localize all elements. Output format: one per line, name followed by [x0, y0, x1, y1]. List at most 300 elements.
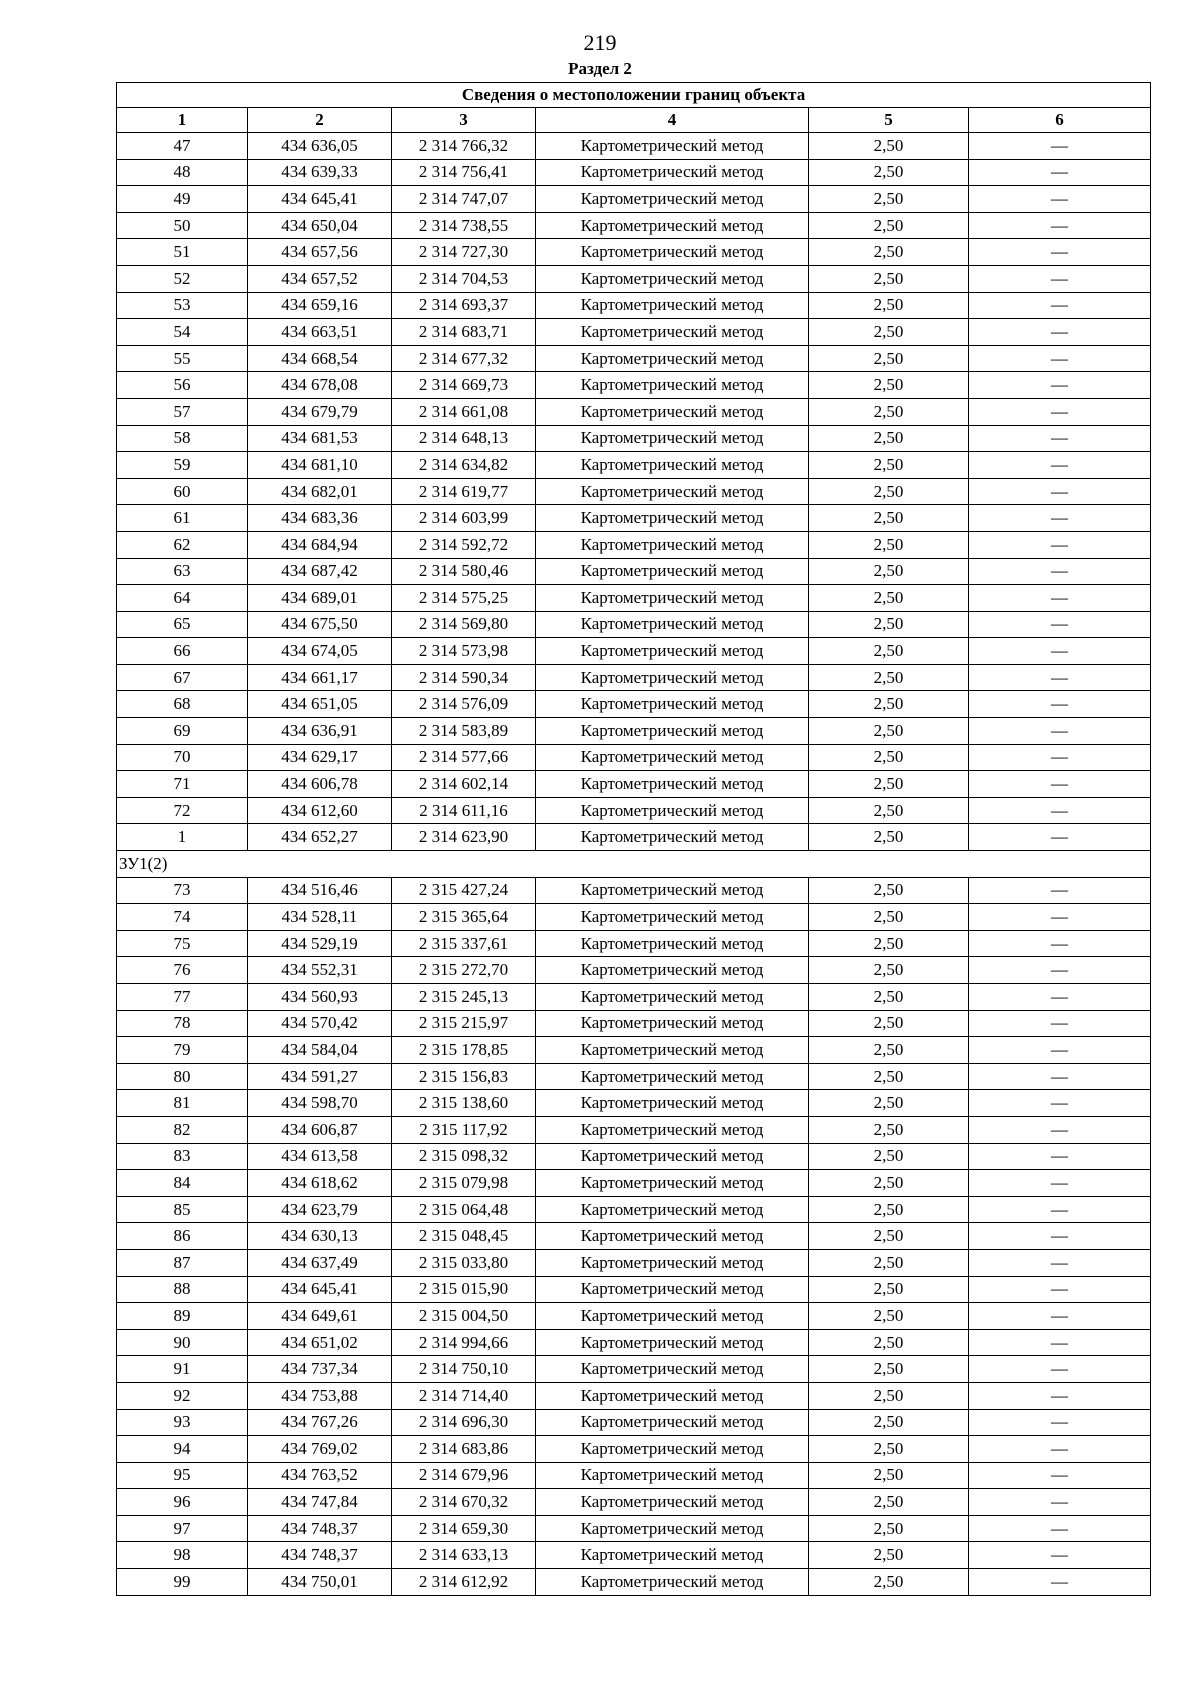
description-cell: — [969, 1382, 1151, 1409]
point-number-cell: 67 [117, 664, 248, 691]
y-coordinate-cell: 2 314 696,30 [392, 1409, 536, 1436]
x-coordinate-cell: 434 651,05 [248, 691, 392, 718]
table-row [117, 1037, 1151, 1064]
method-cell: Картометрический метод [536, 1329, 809, 1356]
method-cell: Картометрический метод [536, 691, 809, 718]
description-cell: — [969, 1356, 1151, 1383]
table-row [117, 957, 1151, 984]
group-header-row [117, 851, 1151, 878]
description-cell: — [969, 1489, 1151, 1516]
method-cell: Картометрический метод [536, 877, 809, 904]
table-row [117, 797, 1151, 824]
method-cell: Картометрический метод [536, 1276, 809, 1303]
accuracy-cell: 2,50 [809, 1170, 969, 1197]
method-cell: Картометрический метод [536, 558, 809, 585]
method-cell: Картометрический метод [536, 1249, 809, 1276]
description-cell: — [969, 425, 1151, 452]
point-number-cell: 50 [117, 212, 248, 239]
method-cell: Картометрический метод [536, 1462, 809, 1489]
table-row [117, 771, 1151, 798]
point-number-cell: 80 [117, 1063, 248, 1090]
method-cell: Картометрический метод [536, 797, 809, 824]
y-coordinate-cell: 2 314 669,73 [392, 372, 536, 399]
method-cell: Картометрический метод [536, 1409, 809, 1436]
method-cell: Картометрический метод [536, 638, 809, 665]
accuracy-cell: 2,50 [809, 1329, 969, 1356]
table-row [117, 1090, 1151, 1117]
point-number-cell: 54 [117, 319, 248, 346]
point-number-cell: 62 [117, 531, 248, 558]
accuracy-cell: 2,50 [809, 505, 969, 532]
accuracy-cell: 2,50 [809, 239, 969, 266]
description-cell: — [969, 1303, 1151, 1330]
accuracy-cell: 2,50 [809, 957, 969, 984]
x-coordinate-cell: 434 678,08 [248, 372, 392, 399]
point-number-cell: 97 [117, 1515, 248, 1542]
y-coordinate-cell: 2 314 612,92 [392, 1569, 536, 1596]
x-coordinate-cell: 434 598,70 [248, 1090, 392, 1117]
method-cell: Картометрический метод [536, 1382, 809, 1409]
point-number-cell: 56 [117, 372, 248, 399]
method-cell: Картометрический метод [536, 1010, 809, 1037]
x-coordinate-cell: 434 748,37 [248, 1542, 392, 1569]
description-cell: — [969, 984, 1151, 1011]
x-coordinate-cell: 434 516,46 [248, 877, 392, 904]
description-cell: — [969, 744, 1151, 771]
point-number-cell: 71 [117, 771, 248, 798]
accuracy-cell: 2,50 [809, 398, 969, 425]
description-cell: — [969, 478, 1151, 505]
x-coordinate-cell: 434 657,52 [248, 265, 392, 292]
accuracy-cell: 2,50 [809, 1569, 969, 1596]
point-number-cell: 89 [117, 1303, 248, 1330]
accuracy-cell: 2,50 [809, 930, 969, 957]
x-coordinate-cell: 434 769,02 [248, 1436, 392, 1463]
description-cell: — [969, 505, 1151, 532]
x-coordinate-cell: 434 679,79 [248, 398, 392, 425]
point-number-cell: 48 [117, 159, 248, 186]
description-cell: — [969, 638, 1151, 665]
method-cell: Картометрический метод [536, 1143, 809, 1170]
point-number-cell: 82 [117, 1116, 248, 1143]
description-cell: — [969, 1170, 1151, 1197]
method-cell: Картометрический метод [536, 1116, 809, 1143]
method-cell: Картометрический метод [536, 1303, 809, 1330]
y-coordinate-cell: 2 315 033,80 [392, 1249, 536, 1276]
y-coordinate-cell: 2 314 747,07 [392, 186, 536, 213]
accuracy-cell: 2,50 [809, 638, 969, 665]
y-coordinate-cell: 2 314 679,96 [392, 1462, 536, 1489]
method-cell: Картометрический метод [536, 984, 809, 1011]
y-coordinate-cell: 2 315 098,32 [392, 1143, 536, 1170]
x-coordinate-cell: 434 591,27 [248, 1063, 392, 1090]
point-number-cell: 95 [117, 1462, 248, 1489]
y-coordinate-cell: 2 314 590,34 [392, 664, 536, 691]
accuracy-cell: 2,50 [809, 558, 969, 585]
accuracy-cell: 2,50 [809, 1223, 969, 1250]
method-cell: Картометрический метод [536, 452, 809, 479]
method-cell: Картометрический метод [536, 904, 809, 931]
point-number-cell: 61 [117, 505, 248, 532]
x-coordinate-cell: 434 528,11 [248, 904, 392, 931]
x-coordinate-cell: 434 612,60 [248, 797, 392, 824]
point-number-cell: 49 [117, 186, 248, 213]
x-coordinate-cell: 434 639,33 [248, 159, 392, 186]
description-cell: — [969, 1276, 1151, 1303]
accuracy-cell: 2,50 [809, 133, 969, 160]
point-number-cell: 90 [117, 1329, 248, 1356]
method-cell: Картометрический метод [536, 531, 809, 558]
accuracy-cell: 2,50 [809, 718, 969, 745]
y-coordinate-cell: 2 315 064,48 [392, 1196, 536, 1223]
accuracy-cell: 2,50 [809, 1436, 969, 1463]
x-coordinate-cell: 434 645,41 [248, 186, 392, 213]
table-row [117, 531, 1151, 558]
table-row [117, 585, 1151, 612]
section-title: Раздел 2 [568, 59, 632, 78]
y-coordinate-cell: 2 314 756,41 [392, 159, 536, 186]
point-number-cell: 75 [117, 930, 248, 957]
y-coordinate-cell: 2 314 575,25 [392, 585, 536, 612]
y-coordinate-cell: 2 314 659,30 [392, 1515, 536, 1542]
column-header: 1 [117, 108, 248, 133]
accuracy-cell: 2,50 [809, 904, 969, 931]
x-coordinate-cell: 434 657,56 [248, 239, 392, 266]
method-cell: Картометрический метод [536, 1037, 809, 1064]
accuracy-cell: 2,50 [809, 744, 969, 771]
y-coordinate-cell: 2 315 178,85 [392, 1037, 536, 1064]
method-cell: Картометрический метод [536, 239, 809, 266]
y-coordinate-cell: 2 314 611,16 [392, 797, 536, 824]
point-number-cell: 93 [117, 1409, 248, 1436]
point-number-cell: 87 [117, 1249, 248, 1276]
point-number-cell: 99 [117, 1569, 248, 1596]
table-row [117, 159, 1151, 186]
accuracy-cell: 2,50 [809, 691, 969, 718]
accuracy-cell: 2,50 [809, 1462, 969, 1489]
accuracy-cell: 2,50 [809, 1090, 969, 1117]
method-cell: Картометрический метод [536, 265, 809, 292]
point-number-cell: 73 [117, 877, 248, 904]
accuracy-cell: 2,50 [809, 531, 969, 558]
accuracy-cell: 2,50 [809, 797, 969, 824]
y-coordinate-cell: 2 315 427,24 [392, 877, 536, 904]
table-row [117, 1515, 1151, 1542]
accuracy-cell: 2,50 [809, 1143, 969, 1170]
table-row [117, 505, 1151, 532]
table-row [117, 638, 1151, 665]
table-row [117, 1170, 1151, 1197]
y-coordinate-cell: 2 315 245,13 [392, 984, 536, 1011]
x-coordinate-cell: 434 661,17 [248, 664, 392, 691]
x-coordinate-cell: 434 681,10 [248, 452, 392, 479]
point-number-cell: 60 [117, 478, 248, 505]
column-header: 5 [809, 108, 969, 133]
method-cell: Картометрический метод [536, 372, 809, 399]
accuracy-cell: 2,50 [809, 452, 969, 479]
x-coordinate-cell: 434 606,78 [248, 771, 392, 798]
y-coordinate-cell: 2 314 704,53 [392, 265, 536, 292]
x-coordinate-cell: 434 659,16 [248, 292, 392, 319]
accuracy-cell: 2,50 [809, 664, 969, 691]
accuracy-cell: 2,50 [809, 1037, 969, 1064]
point-number-cell: 77 [117, 984, 248, 1011]
method-cell: Картометрический метод [536, 1090, 809, 1117]
y-coordinate-cell: 2 315 048,45 [392, 1223, 536, 1250]
y-coordinate-cell: 2 314 750,10 [392, 1356, 536, 1383]
table-row [117, 478, 1151, 505]
point-number-cell: 91 [117, 1356, 248, 1383]
x-coordinate-cell: 434 623,79 [248, 1196, 392, 1223]
description-cell: — [969, 265, 1151, 292]
description-cell: — [969, 824, 1151, 851]
accuracy-cell: 2,50 [809, 265, 969, 292]
point-number-cell: 55 [117, 345, 248, 372]
method-cell: Картометрический метод [536, 1223, 809, 1250]
accuracy-cell: 2,50 [809, 1542, 969, 1569]
method-cell: Картометрический метод [536, 718, 809, 745]
table-row [117, 1143, 1151, 1170]
x-coordinate-cell: 434 663,51 [248, 319, 392, 346]
description-cell: — [969, 691, 1151, 718]
description-cell: — [969, 1249, 1151, 1276]
point-number-cell: 58 [117, 425, 248, 452]
x-coordinate-cell: 434 682,01 [248, 478, 392, 505]
table-row [117, 1462, 1151, 1489]
description-cell: — [969, 133, 1151, 160]
coordinates-table [116, 82, 1151, 1596]
accuracy-cell: 2,50 [809, 212, 969, 239]
table-row [117, 984, 1151, 1011]
y-coordinate-cell: 2 314 683,71 [392, 319, 536, 346]
y-coordinate-cell: 2 314 577,66 [392, 744, 536, 771]
point-number-cell: 83 [117, 1143, 248, 1170]
column-header: 6 [969, 108, 1151, 133]
accuracy-cell: 2,50 [809, 1276, 969, 1303]
table-row [117, 664, 1151, 691]
description-cell: — [969, 1329, 1151, 1356]
x-coordinate-cell: 434 684,94 [248, 531, 392, 558]
description-cell: — [969, 771, 1151, 798]
accuracy-cell: 2,50 [809, 372, 969, 399]
table-row [117, 1569, 1151, 1596]
table-row [117, 1010, 1151, 1037]
table-row [117, 1542, 1151, 1569]
accuracy-cell: 2,50 [809, 1489, 969, 1516]
accuracy-cell: 2,50 [809, 319, 969, 346]
accuracy-cell: 2,50 [809, 1116, 969, 1143]
description-cell: — [969, 372, 1151, 399]
table-row [117, 265, 1151, 292]
method-cell: Картометрический метод [536, 611, 809, 638]
method-cell: Картометрический метод [536, 1569, 809, 1596]
point-number-cell: 51 [117, 239, 248, 266]
y-coordinate-cell: 2 314 633,13 [392, 1542, 536, 1569]
x-coordinate-cell: 434 737,34 [248, 1356, 392, 1383]
accuracy-cell: 2,50 [809, 824, 969, 851]
x-coordinate-cell: 434 637,49 [248, 1249, 392, 1276]
method-cell: Картометрический метод [536, 292, 809, 319]
method-cell: Картометрический метод [536, 159, 809, 186]
description-cell: — [969, 1569, 1151, 1596]
x-coordinate-cell: 434 629,17 [248, 744, 392, 771]
x-coordinate-cell: 434 613,58 [248, 1143, 392, 1170]
table-row [117, 133, 1151, 160]
description-cell: — [969, 585, 1151, 612]
accuracy-cell: 2,50 [809, 585, 969, 612]
method-cell: Картометрический метод [536, 186, 809, 213]
column-header: 3 [392, 108, 536, 133]
description-cell: — [969, 1090, 1151, 1117]
description-cell: — [969, 452, 1151, 479]
method-cell: Картометрический метод [536, 398, 809, 425]
y-coordinate-cell: 2 315 004,50 [392, 1303, 536, 1330]
x-coordinate-cell: 434 674,05 [248, 638, 392, 665]
y-coordinate-cell: 2 314 623,90 [392, 824, 536, 851]
x-coordinate-cell: 434 584,04 [248, 1037, 392, 1064]
table-row [117, 212, 1151, 239]
method-cell: Картометрический метод [536, 771, 809, 798]
y-coordinate-cell: 2 314 602,14 [392, 771, 536, 798]
table-row [117, 611, 1151, 638]
method-cell: Картометрический метод [536, 930, 809, 957]
accuracy-cell: 2,50 [809, 1010, 969, 1037]
x-coordinate-cell: 434 753,88 [248, 1382, 392, 1409]
description-cell: — [969, 718, 1151, 745]
description-cell: — [969, 664, 1151, 691]
x-coordinate-cell: 434 689,01 [248, 585, 392, 612]
description-cell: — [969, 186, 1151, 213]
point-number-cell: 69 [117, 718, 248, 745]
column-header-row [117, 108, 1151, 133]
point-number-cell: 47 [117, 133, 248, 160]
point-number-cell: 52 [117, 265, 248, 292]
point-number-cell: 86 [117, 1223, 248, 1250]
x-coordinate-cell: 434 650,04 [248, 212, 392, 239]
accuracy-cell: 2,50 [809, 1196, 969, 1223]
accuracy-cell: 2,50 [809, 984, 969, 1011]
table-row [117, 877, 1151, 904]
table-row [117, 239, 1151, 266]
point-number-cell: 79 [117, 1037, 248, 1064]
description-cell: — [969, 611, 1151, 638]
column-header: 4 [536, 108, 809, 133]
point-number-cell: 84 [117, 1170, 248, 1197]
point-number-cell: 72 [117, 797, 248, 824]
description-cell: — [969, 345, 1151, 372]
description-cell: — [969, 1143, 1151, 1170]
accuracy-cell: 2,50 [809, 1063, 969, 1090]
table-row [117, 1223, 1151, 1250]
table-row [117, 319, 1151, 346]
page-number: 219 [583, 30, 617, 55]
point-number-cell: 85 [117, 1196, 248, 1223]
table-row [117, 398, 1151, 425]
description-cell: — [969, 292, 1151, 319]
method-cell: Картометрический метод [536, 212, 809, 239]
accuracy-cell: 2,50 [809, 1515, 969, 1542]
point-number-cell: 59 [117, 452, 248, 479]
x-coordinate-cell: 434 636,05 [248, 133, 392, 160]
table-row [117, 1356, 1151, 1383]
point-number-cell: 96 [117, 1489, 248, 1516]
x-coordinate-cell: 434 683,36 [248, 505, 392, 532]
description-cell: — [969, 1542, 1151, 1569]
x-coordinate-cell: 434 763,52 [248, 1462, 392, 1489]
x-coordinate-cell: 434 748,37 [248, 1515, 392, 1542]
description-cell: — [969, 1116, 1151, 1143]
y-coordinate-cell: 2 315 015,90 [392, 1276, 536, 1303]
y-coordinate-cell: 2 314 738,55 [392, 212, 536, 239]
method-cell: Картометрический метод [536, 345, 809, 372]
point-number-cell: 94 [117, 1436, 248, 1463]
x-coordinate-cell: 434 681,53 [248, 425, 392, 452]
y-coordinate-cell: 2 314 670,32 [392, 1489, 536, 1516]
description-cell: — [969, 1223, 1151, 1250]
description-cell: — [969, 1196, 1151, 1223]
table-head [117, 83, 1151, 133]
x-coordinate-cell: 434 767,26 [248, 1409, 392, 1436]
method-cell: Картометрический метод [536, 957, 809, 984]
x-coordinate-cell: 434 652,27 [248, 824, 392, 851]
table-title-row [117, 83, 1151, 108]
y-coordinate-cell: 2 315 079,98 [392, 1170, 536, 1197]
y-coordinate-cell: 2 314 592,72 [392, 531, 536, 558]
accuracy-cell: 2,50 [809, 1356, 969, 1383]
description-cell: — [969, 1037, 1151, 1064]
accuracy-cell: 2,50 [809, 611, 969, 638]
table-row [117, 1196, 1151, 1223]
y-coordinate-cell: 2 314 648,13 [392, 425, 536, 452]
x-coordinate-cell: 434 606,87 [248, 1116, 392, 1143]
group-label: ЗУ1(2) [117, 851, 1151, 878]
accuracy-cell: 2,50 [809, 1382, 969, 1409]
x-coordinate-cell: 434 529,19 [248, 930, 392, 957]
point-number-cell: 88 [117, 1276, 248, 1303]
accuracy-cell: 2,50 [809, 1249, 969, 1276]
method-cell: Картометрический метод [536, 664, 809, 691]
y-coordinate-cell: 2 314 580,46 [392, 558, 536, 585]
table-row [117, 691, 1151, 718]
accuracy-cell: 2,50 [809, 1409, 969, 1436]
point-number-cell: 66 [117, 638, 248, 665]
y-coordinate-cell: 2 315 215,97 [392, 1010, 536, 1037]
table-title: Сведения о местоположении границ объекта [117, 83, 1151, 108]
table-row [117, 904, 1151, 931]
method-cell: Картометрический метод [536, 505, 809, 532]
x-coordinate-cell: 434 668,54 [248, 345, 392, 372]
y-coordinate-cell: 2 314 603,99 [392, 505, 536, 532]
point-number-cell: 76 [117, 957, 248, 984]
table-row [117, 1276, 1151, 1303]
y-coordinate-cell: 2 315 138,60 [392, 1090, 536, 1117]
description-cell: — [969, 212, 1151, 239]
x-coordinate-cell: 434 552,31 [248, 957, 392, 984]
x-coordinate-cell: 434 630,13 [248, 1223, 392, 1250]
x-coordinate-cell: 434 747,84 [248, 1489, 392, 1516]
accuracy-cell: 2,50 [809, 345, 969, 372]
method-cell: Картометрический метод [536, 1356, 809, 1383]
method-cell: Картометрический метод [536, 1170, 809, 1197]
column-header: 2 [248, 108, 392, 133]
table-row [117, 1063, 1151, 1090]
method-cell: Картометрический метод [536, 585, 809, 612]
y-coordinate-cell: 2 314 693,37 [392, 292, 536, 319]
table-row [117, 345, 1151, 372]
accuracy-cell: 2,50 [809, 877, 969, 904]
table-body [117, 133, 1151, 1596]
table-row [117, 1409, 1151, 1436]
